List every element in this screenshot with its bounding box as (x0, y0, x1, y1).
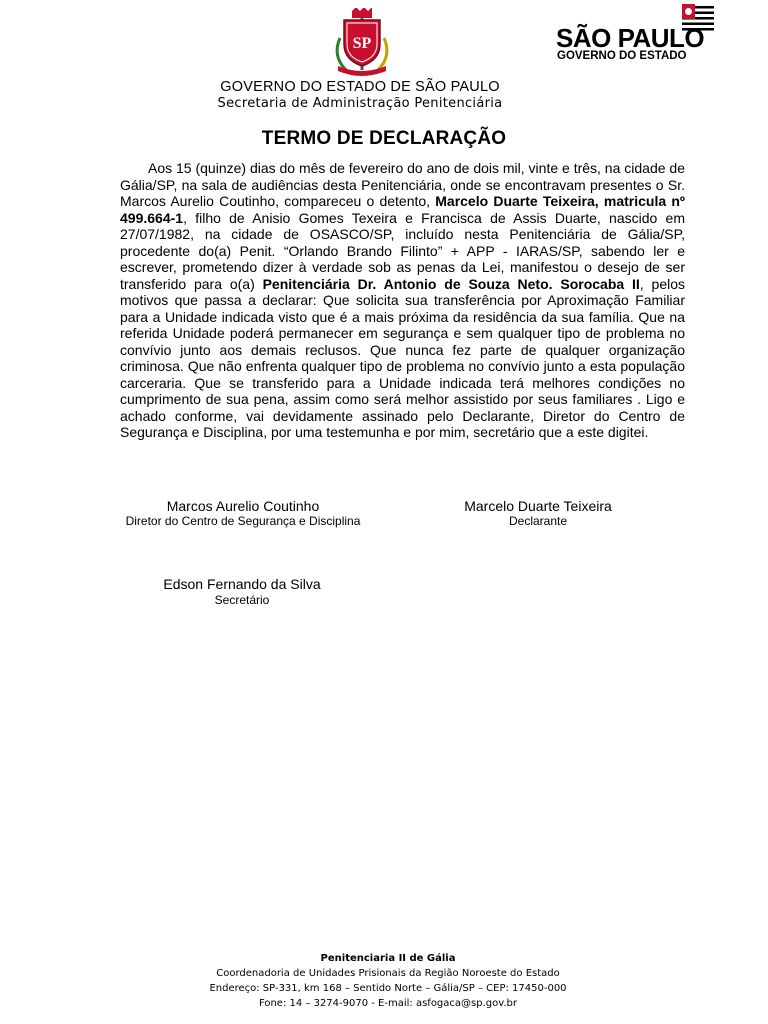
body-text-part-3: , pelos motivos que passa a declarar: Que solicita sua transferência por Aproximação Familiar para a Unidade indicada visto que é a mais próxima da residência da sua família. Que na referida Unidade poderá permanecer em segurança e sem qualquer tipo de problema no convívio junto aos demais reclusos. Que nunca fez parte de qualquer organização criminosa. Que não enfrenta qualquer tipo de problema no convívio junto a esta população carceraria. Que se transferido para a Unidade indicada terá melhores condições no cumprimento de sua pena, assim como será melhor assistido por seus familiares . Ligo e achado conforme, vai devidamente assinado pelo Declarante, Diretor do Centro de Segurança e Disciplina, por uma testemunha e por mim, secretário que a este digitei. (120, 275, 685, 440)
government-title: GOVERNO DO ESTADO DE SÃO PAULO (220, 79, 500, 95)
coat-of-arms-text: SP (352, 35, 372, 52)
declaration-body (120, 160, 685, 441)
footer-address: Endereço: SP-331, km 168 – Sentido Norte – Gália/SP – CEP: 17450-000 (209, 983, 567, 994)
declarant-role: Declarante (508, 514, 568, 528)
coat-of-arms-icon (330, 8, 394, 78)
body-text-part-2: , filho de Anisio Gomes Texeira e Francisca de Assis Duarte, nascido em 27/07/1982, na cidade de OSASCO/SP, incluído nesta Penitenciária de Gália/SP, procedente do(a) Penit. “Orlando Brando Filinto” + APP - IARAS/SP, sabendo ler e escrever, prometendo dizer à verdade sob as penas da Lei, manifestou o desejo de ser transferido para o(a) (120, 209, 685, 292)
secretary-name: Edson Fernando da Silva (163, 576, 321, 592)
detainee-name: Marcelo Duarte Teixeira, matricula nº 499.664-1 (120, 193, 685, 226)
secretary-role: Secretário (214, 593, 270, 607)
document-title: TERMO DE DECLARAÇÃO (261, 128, 507, 149)
footer-contact: Fone: 14 – 3274-9070 - E-mail: asfogaca@sp.gov.br (258, 998, 518, 1009)
footer-coordination: Coordenadoria de Unidades Prisionais da Região Noroeste do Estado (216, 968, 560, 979)
declarant-name: Marcelo Duarte Teixeira (464, 498, 612, 514)
logo-text: SÃO PAULO (556, 23, 705, 53)
footer-unit: Penitenciaria II de Gália (320, 953, 456, 964)
sao-paulo-logo (556, 4, 722, 66)
department-name: Secretaria de Administração Penitenciária (217, 96, 503, 111)
logo-subtext: GOVERNO DO ESTADO (557, 50, 687, 62)
director-role: Diretor do Centro de Segurança e Disciplina (125, 514, 361, 528)
director-name: Marcos Aurelio Coutinho (166, 498, 320, 514)
destination-unit: Penitenciária Dr. Antonio de Souza Neto. Sorocaba II (262, 275, 640, 292)
body-text-part-1: Aos 15 (quinze) dias do mês de fevereiro do ano de dois mil, vinte e três, na cidade de Gália/SP, na sala de audiências desta Penitenciária, onde se encontravam presentes o Sr. Marcos Aurelio Coutinho, compareceu o detento, (120, 160, 685, 209)
page-footer (0, 951, 768, 1011)
